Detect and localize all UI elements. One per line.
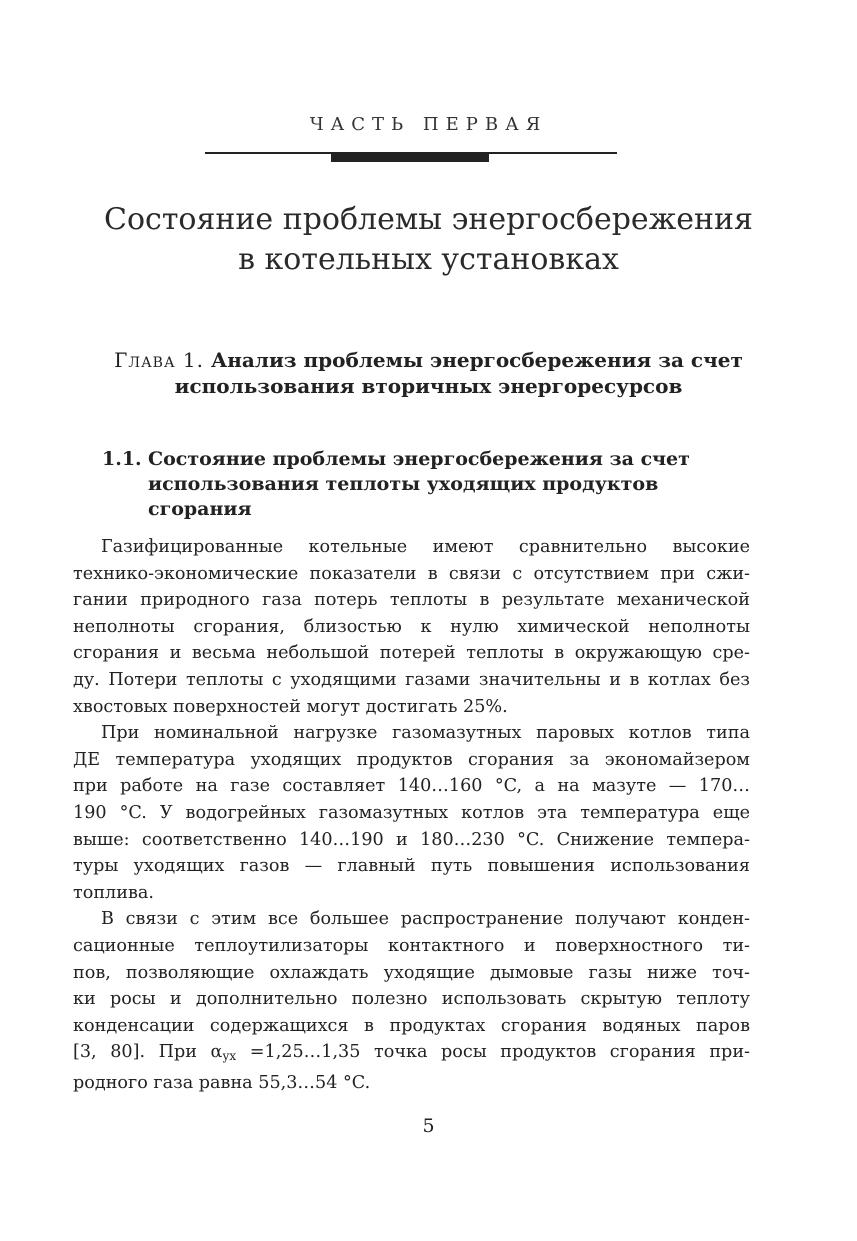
section-heading <box>102 447 742 522</box>
paragraph-line: неполноты сгорания, близостью к нулю химической неполноты <box>73 616 750 637</box>
paragraph-3 <box>73 906 750 1096</box>
paragraph-line: При номинальной нагрузке газомазутных паровых котлов типа <box>101 723 750 744</box>
section-title-line-3: сгорания <box>148 498 252 520</box>
paragraph-line <box>73 1039 750 1070</box>
section-title <box>102 447 742 522</box>
paragraph-line: технико-экономические показатели в связи с отсутствием при сжи- <box>73 563 750 584</box>
part-title-line-1: Состояние проблемы энергосбережения <box>104 202 753 237</box>
chapter-title-line-1: Анализ проблемы энергосбережения за счет <box>210 348 743 372</box>
paragraph-line: пов, позволяющие охлаждать уходящие дымовые газы ниже точ- <box>73 962 750 983</box>
page-number: 5 <box>422 1115 435 1137</box>
paragraph-line: туры уходящих газов — главный путь повышения использования <box>73 856 750 877</box>
paragraph-line: топлива. <box>73 882 154 903</box>
chapter-heading-line-1 <box>60 347 797 373</box>
paragraph-line: конденсации содержащихся в продуктах сгорания водяных паров <box>73 1015 750 1036</box>
paragraph-line: сгорания и весьма небольшой потерей теплоты в окружающую сре- <box>73 643 750 664</box>
paragraph-line: ДЕ температура уходящих продуктов сгорания за экономайзером <box>73 749 750 770</box>
chapter-title-line-2: использования вторичных энергоресурсов <box>174 374 683 398</box>
paragraph-line: выше: соответственно 140…190 и 180…230 °C. Снижение темпера- <box>73 829 750 850</box>
paragraph-line: 190 °C. У водогрейных газомазутных котлов эта температура еще <box>73 802 750 823</box>
part-title-line-2: в котельных установках <box>238 242 619 277</box>
body-text <box>73 534 750 1096</box>
section-title-line-2: использования теплоты уходящих продуктов <box>148 473 659 495</box>
chapter-heading <box>60 347 797 399</box>
paragraph-1 <box>73 534 750 720</box>
paragraph-line: В связи с этим все большее распространение получают конден- <box>101 909 750 930</box>
paragraph-line: хвостовых поверхностей могут достигать 25%. <box>73 696 508 717</box>
section-title-line-1: Состояние проблемы энергосбережения за счет <box>148 448 690 470</box>
paragraph-line: сационные теплоутилизаторы контактного и поверхностного ти- <box>73 935 750 956</box>
chapter-label: Глава 1. <box>114 348 204 372</box>
paragraph-line: при работе на газе составляет 140…160 °C, а на мазуте — 170… <box>73 776 750 797</box>
part-divider-accent <box>331 152 489 162</box>
paragraph-2 <box>73 720 750 906</box>
paragraph-line: ду. Потери теплоты с уходящими газами значительны и в котлах без <box>73 669 750 690</box>
part-title <box>0 200 857 280</box>
paragraph-line: гании природного газа потерь теплоты в результате механической <box>73 590 750 611</box>
paragraph-line: ки росы и дополнительно полезно использовать скрытую теплоту <box>73 989 750 1010</box>
paragraph-line: родного газа равна 55,3…54 °C. <box>73 1072 371 1093</box>
part-label: ЧАСТЬ ПЕРВАЯ <box>309 114 548 135</box>
text-fragment: =1,25…1,35 точка росы продуктов сгорания при- <box>236 1042 750 1063</box>
text-fragment: [3, 80]. При α <box>73 1042 223 1063</box>
alpha-subscript: ух <box>222 1049 237 1064</box>
section-number: 1.1. <box>102 448 142 470</box>
paragraph-line: Газифицированные котельные имеют сравнительно высокие <box>101 537 750 557</box>
